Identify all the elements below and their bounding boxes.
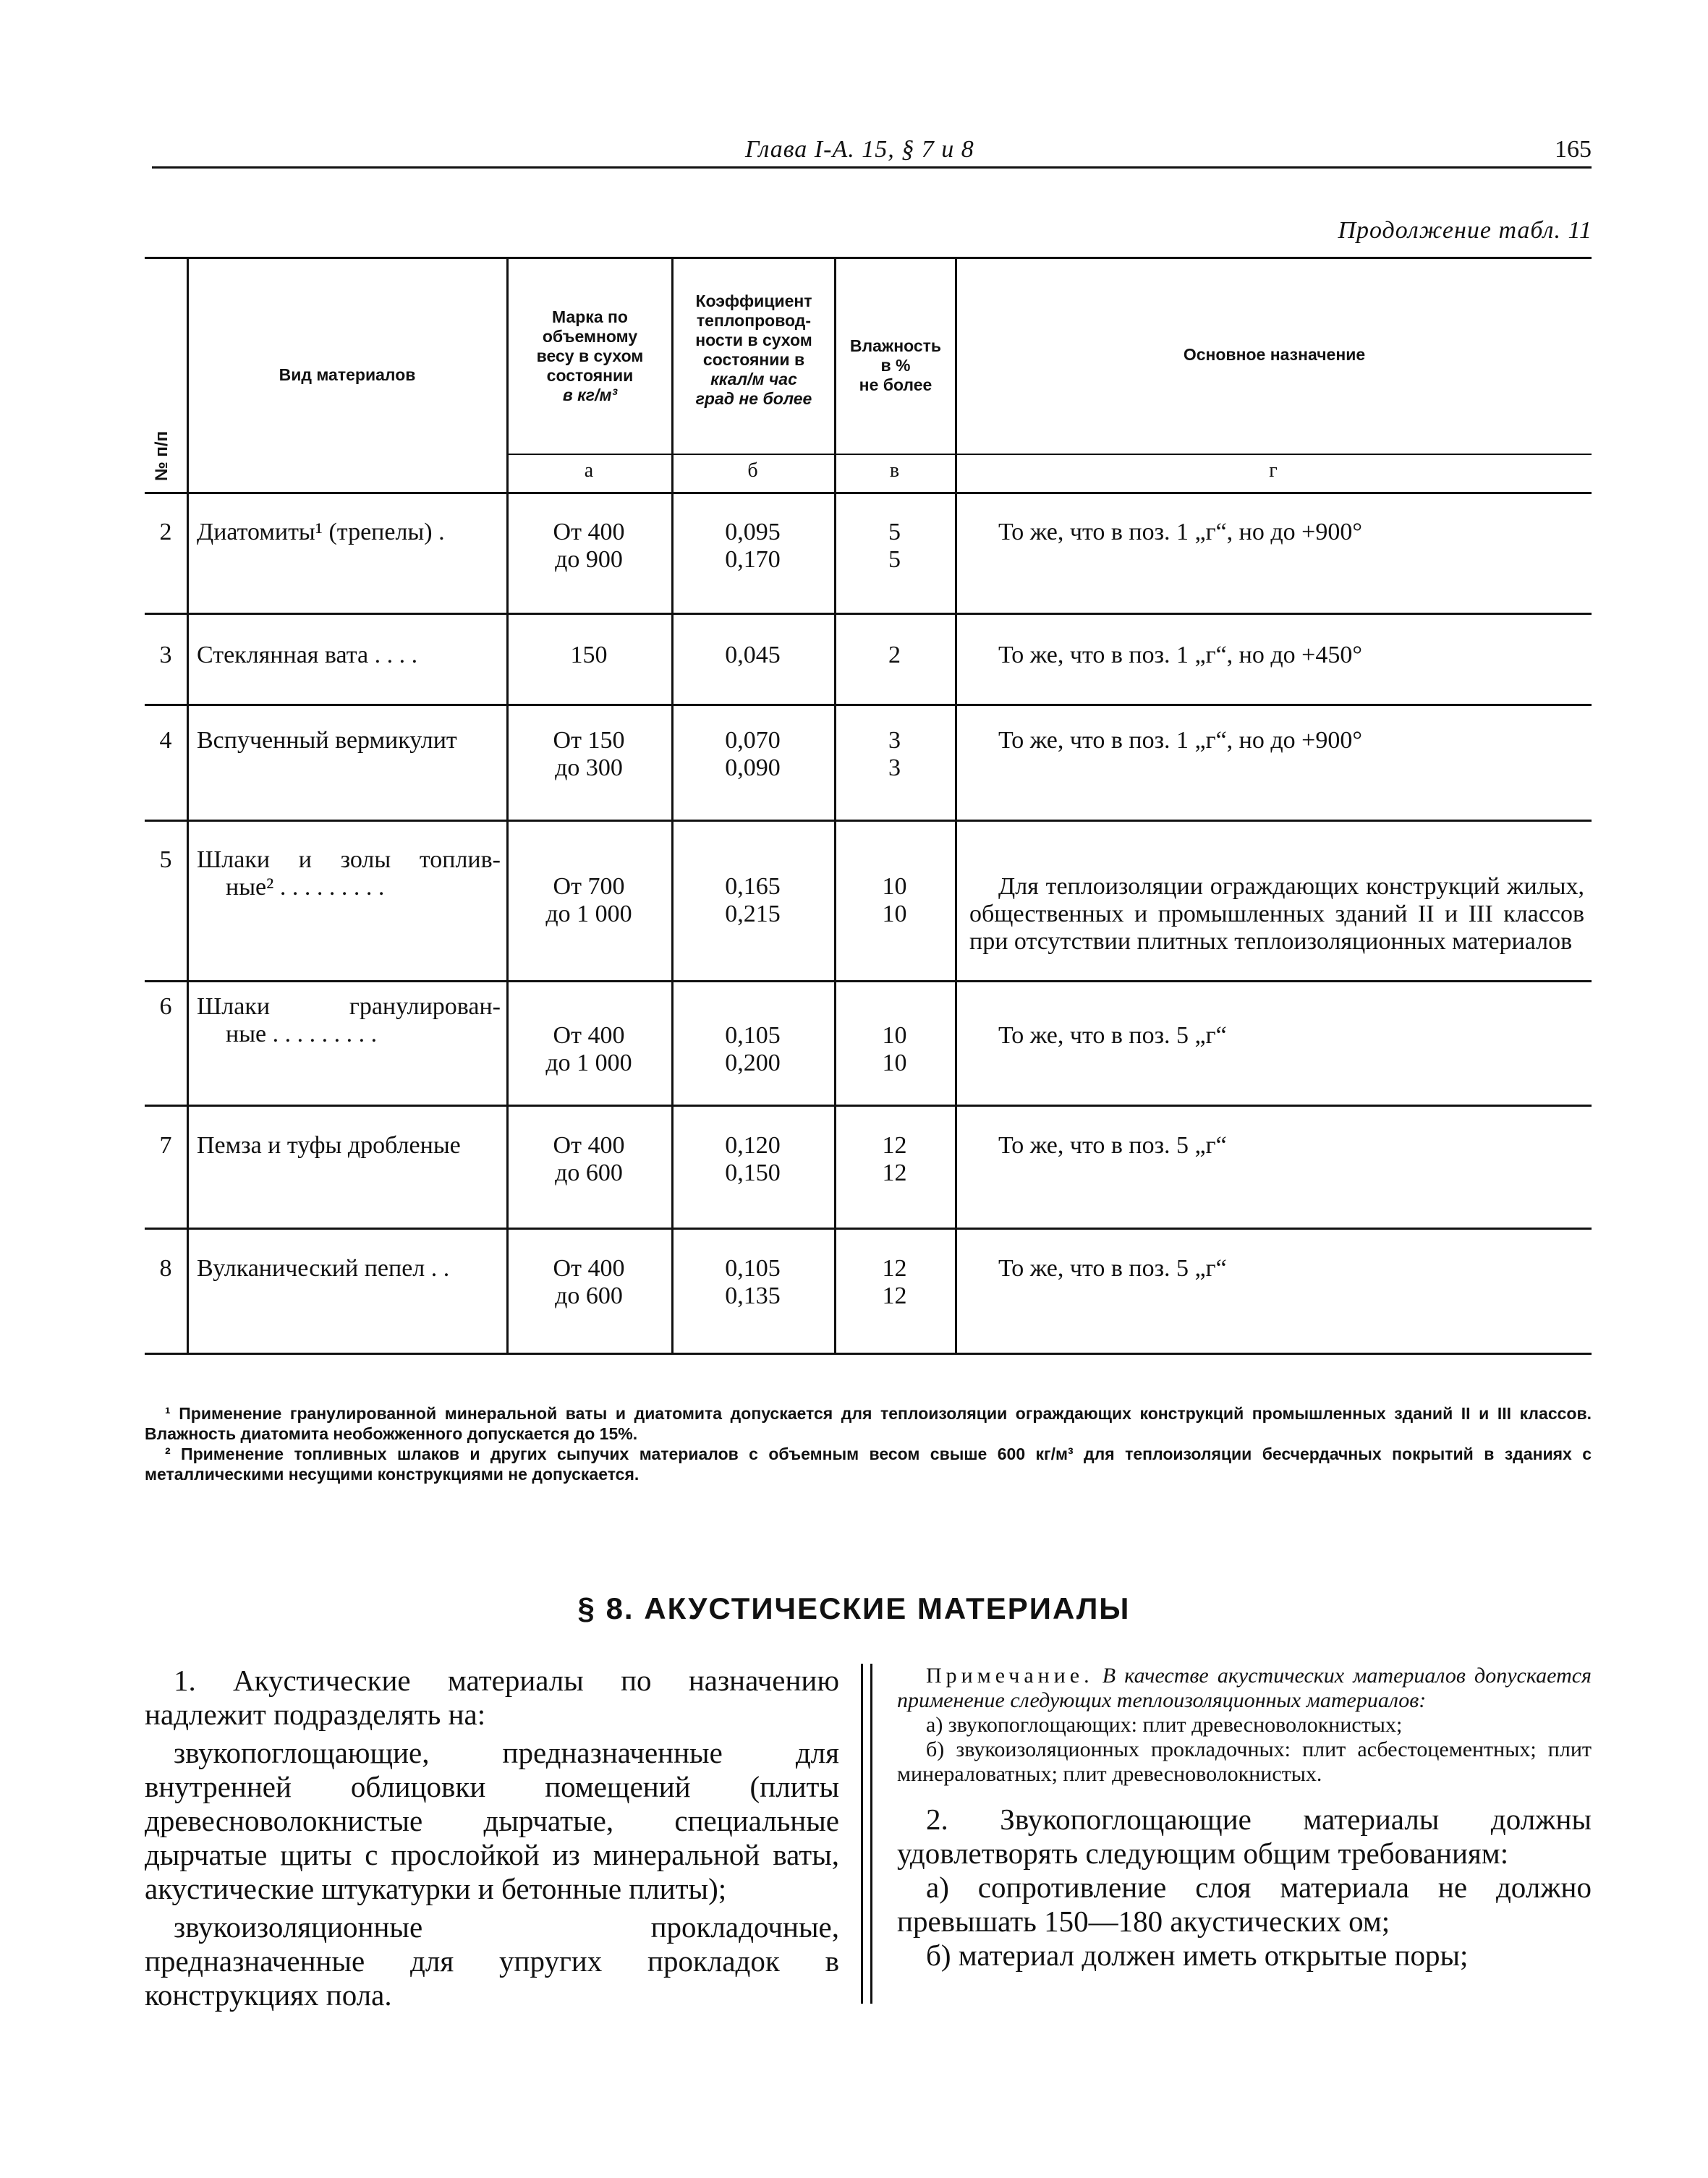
grade-cell: От 400 до 600 [553,1132,625,1186]
materials-table [145,257,1592,1360]
conductivity-cell: 0,105 0,135 [725,1255,781,1309]
column-letter: г [1269,459,1278,482]
humidity-cell: 10 10 [882,1022,907,1076]
note-label: Примечание. [926,1664,1094,1688]
grade-cell: От 700 до 1 000 [545,873,632,927]
material-cell: Шлаки гранулирован- ные . . . . . . . . . [197,993,501,1047]
purpose-cell: То же, что в поз. 1 „г“, но до +900° [998,727,1362,754]
header-purpose: Основное назначение [1183,345,1366,364]
header-letter-rule [506,454,1592,455]
row-rule [145,820,1592,822]
purpose-cell: То же, что в поз. 5 „г“ [998,1022,1227,1049]
purpose-cell: То же, что в поз. 1 „г“, но до +450° [998,642,1362,668]
column-letter: б [747,459,758,482]
paragraph: звукоизоляционные прокладочные, предназначенные для упругих прокладок в конструкциях пола. [145,1910,839,2012]
section-heading: § 8. АКУСТИЧЕСКИЕ МАТЕРИАЛЫ [577,1591,1131,1625]
material-cell: Стеклянная вата . . . . [197,642,418,668]
humidity-cell: 12 12 [882,1132,907,1186]
column-letter: а [584,459,594,482]
column-rule [187,257,189,1353]
left-column [145,1664,839,2017]
conductivity-cell: 0,070 0,090 [725,727,781,781]
purpose-cell: Для теплоизоляции ограждающих конструкций жилых, общественных и промышленных зданий II и III классов при отсутствии плитных теплоизоляционных материалов [969,873,1584,955]
column-rule [955,257,957,1353]
column-rule [506,257,509,1353]
header-conductivity: Коэффициент теплопровод- ности в сухом состоянии в ккал/м час град не более [695,292,812,408]
conductivity-cell: 0,105 0,200 [725,1022,781,1076]
table-footnotes [145,1403,1592,1484]
row-number: 6 [159,993,172,1020]
header-bottom-rule [145,492,1592,494]
note-paragraph [897,1664,1592,1713]
row-number: 7 [159,1132,172,1159]
conductivity-cell: 0,165 0,215 [725,873,781,927]
row-number: 4 [159,727,172,754]
paragraph: б) материал должен иметь открытые поры; [926,1939,1469,1972]
material-cell: Вспученный вермикулит [197,727,457,754]
row-number: 2 [159,519,172,545]
material-cell: Шлаки и золы топлив- ные² . . . . . . . . . [197,846,501,901]
grade-cell: 150 [570,642,608,668]
paragraph: а) сопротивление слоя материала не должно превышать 150—180 акустических ом; [897,1871,1592,1938]
note-item: б) звукоизоляционных прокладочных: плит асбестоцементных; плит минераловатных; плит древесноволокнистых. [897,1737,1592,1786]
footnote-2: ² Применение топливных шлаков и других сыпучих материалов с объемным весом свыше 600 кг/м³ для теплоизоляции бесчердачных покрытий в зданиях с металлическими несущими конструкциями не допускается. [145,1445,1592,1484]
humidity-cell: 3 3 [888,727,901,781]
column-divider [861,1664,872,2004]
paragraph: 1. Акустические материалы по назначению надлежит подразделять на: [145,1664,839,1731]
header-humidity: Влажность в % не более [849,336,942,394]
table-top-rule [145,257,1592,259]
row-rule [145,1105,1592,1107]
paragraph: 2. Звукопоглощающие материалы должны удовлетворять следующим общим требованиям: [897,1803,1592,1870]
grade-cell: От 400 до 600 [553,1255,625,1309]
table-bottom-rule [145,1353,1592,1355]
grade-cell: От 150 до 300 [553,727,625,781]
table-continuation-label: Продолжение табл. 11 [1338,217,1592,244]
paragraph: звукопоглощающие, предназначенные для внутренней облицовки помещений (плиты древесноволокнистые дырчатые, специальные дырчатые щиты с прослойкой из минеральной ваты, акустические штукатурки и бетонные плиты); [145,1736,839,1905]
row-number: 3 [159,642,172,668]
row-rule [145,704,1592,706]
row-rule [145,613,1592,615]
material-cell: Диатомиты¹ (трепелы) . [197,519,445,545]
humidity-cell: 2 [888,642,901,668]
material-cell: Пемза и туфы дробленые [197,1132,461,1159]
conductivity-cell: 0,120 0,150 [725,1132,781,1186]
grade-cell: От 400 до 1 000 [545,1022,632,1076]
footnote-1: ¹ Применение гранулированной минеральной ваты и диатомита допускается для теплоизоляции ограждающих конструкций промышленных зданий II и III классов. Влажность диатомита необожженного допускается до 15%. [145,1404,1592,1443]
humidity-cell: 12 12 [882,1255,907,1309]
row-rule [145,980,1592,982]
column-rule [671,257,674,1353]
row-number: 8 [159,1255,172,1282]
running-head [152,129,1592,169]
purpose-cell: То же, что в поз. 5 „г“ [998,1132,1227,1159]
header-grade: Марка по объемному весу в сухом состоянии в кг/м³ [536,307,644,404]
page-number: 165 [1555,136,1592,163]
humidity-cell: 10 10 [882,873,907,927]
conductivity-cell: 0,095 0,170 [725,519,781,573]
column-rule [834,257,836,1353]
humidity-cell: 5 5 [888,519,901,573]
material-cell: Вулканический пепел . . [197,1255,450,1282]
note-item: а) звукопоглощающих: плит древесноволокнистых; [926,1713,1403,1737]
row-rule [145,1228,1592,1230]
conductivity-cell: 0,045 [725,642,781,668]
row-number-header: № п/п [152,430,171,481]
purpose-cell: То же, что в поз. 1 „г“, но до +900° [998,519,1362,545]
note-text: В качестве акустических материалов допускается применение следующих теплоизоляционных материалов: [897,1664,1592,1712]
grade-cell: От 400 до 900 [553,519,625,573]
right-column [897,1664,1592,1973]
running-title: Глава I-А. 15, § 7 и 8 [745,136,974,163]
column-letter: в [889,459,900,482]
header-material: Вид материалов [279,365,416,384]
purpose-cell: То же, что в поз. 5 „г“ [998,1255,1227,1282]
row-number: 5 [159,846,172,873]
